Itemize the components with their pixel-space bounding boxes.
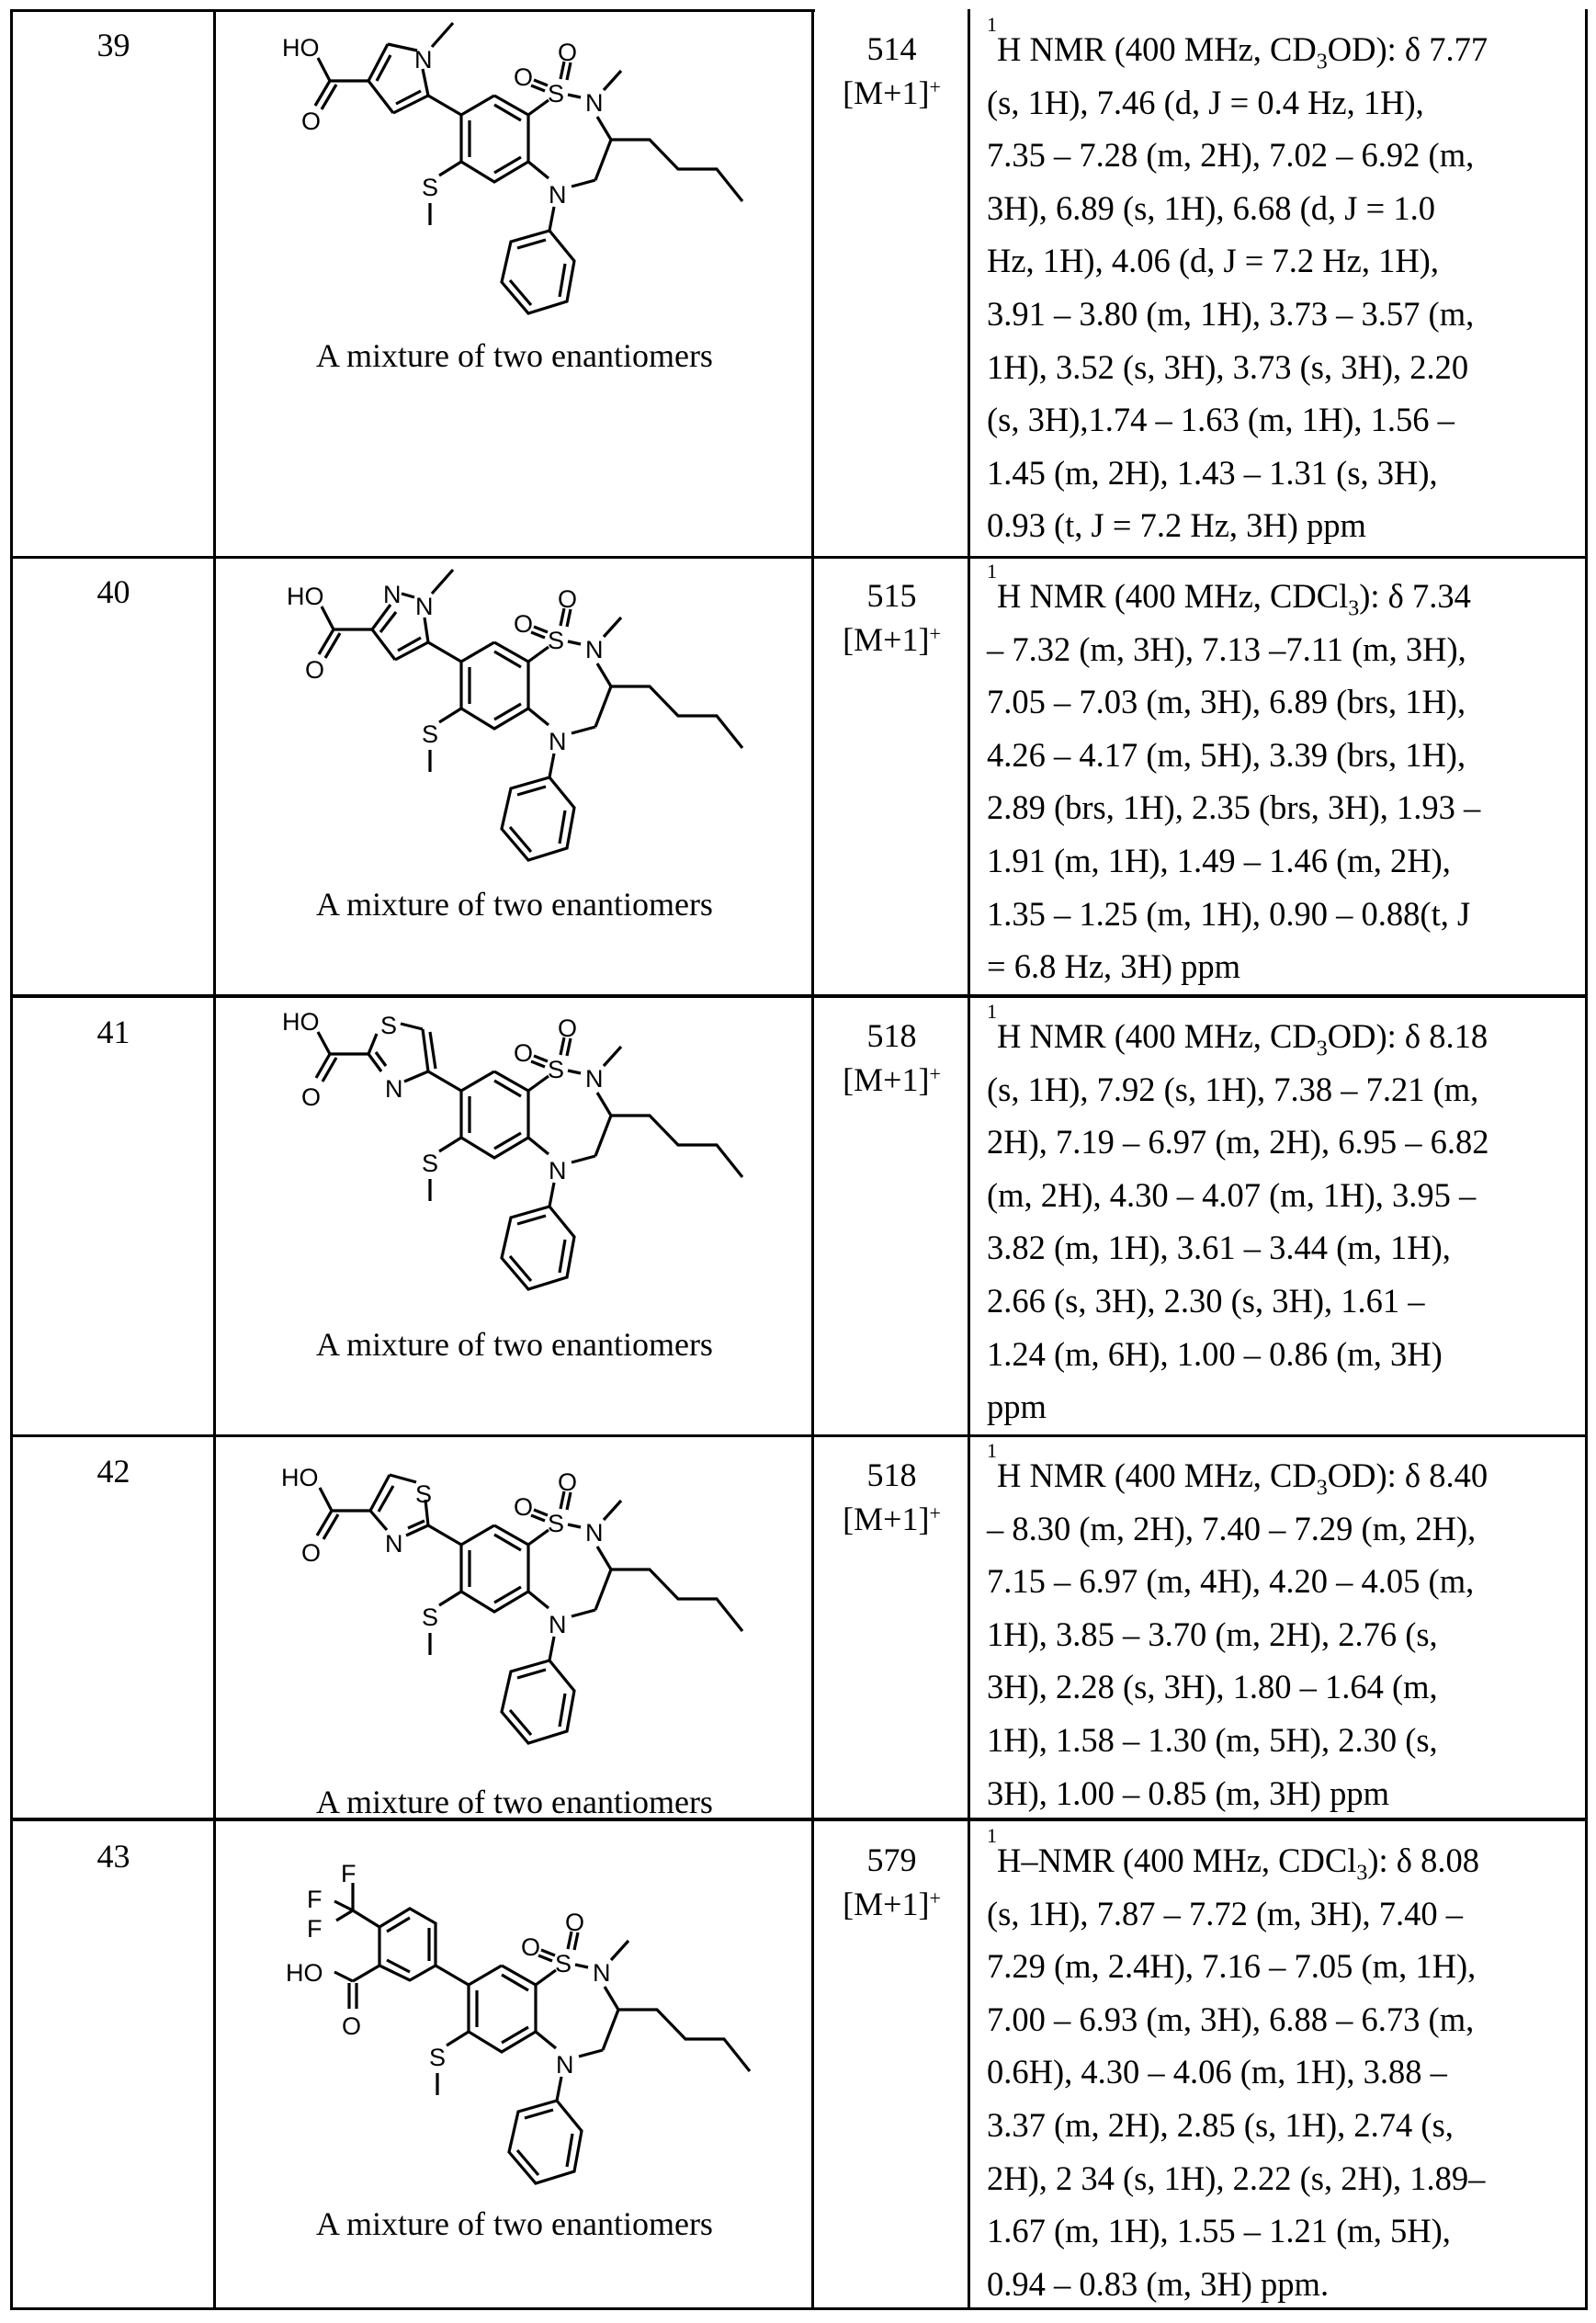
stereo-caption: A mixture of two enantiomers — [316, 337, 713, 374]
nmr-line: 1H), 3.52 (s, 3H), 3.73 (s, 3H), 2.20 — [987, 347, 1469, 386]
thiazole-s-label: S — [415, 1480, 433, 1508]
nmr-line: 2H), 7.19 – 6.97 (m, 2H), 6.95 – 6.82 — [987, 1123, 1489, 1162]
stereo-caption: A mixture of two enantiomers — [316, 886, 713, 923]
isotope-superscript: 1 — [987, 1439, 997, 1462]
nmr-line: 7.15 – 6.97 (m, 4H), 4.20 – 4.05 (m, — [987, 1562, 1475, 1601]
nmr-line: 7.29 (m, 2.4H), 7.16 – 7.05 (m, 1H), — [987, 1947, 1477, 1986]
nmr-line: (s, 1H), 7.46 (d, J = 0.4 Hz, 1H), — [987, 83, 1424, 121]
acid-oh-label: HO — [286, 1959, 323, 1987]
sulfonyl-s-label: S — [548, 80, 565, 108]
isotope-superscript: 1 — [987, 1824, 997, 1847]
solvent-subscript: 3 — [1316, 1037, 1328, 1061]
nmr-line: 3.91 – 3.80 (m, 1H), 3.73 – 3.57 (m, — [987, 294, 1475, 333]
compound-number: 43 — [96, 1838, 130, 1875]
benzothiadiazepine-core — [422, 39, 742, 313]
chemical-structure-cf3-benzoic-acid — [217, 1821, 812, 2226]
stereo-caption: A mixture of two enantiomers — [316, 1326, 713, 1363]
compound-number: 41 — [96, 1014, 130, 1050]
nmr-line: 7.00 – 6.93 (m, 3H), 6.88 – 6.73 (m, — [987, 2000, 1475, 2038]
aniline-n-label: N — [549, 181, 567, 209]
table-row — [0, 1436, 1596, 1819]
thiazole-carboxylic-acid — [281, 1464, 461, 1567]
pyrazole-n1-label: N — [415, 593, 434, 620]
nmr-line: – 8.30 (m, 2H), 7.40 – 7.29 (m, 2H), — [987, 1509, 1477, 1547]
aniline-n-label: N — [549, 1157, 567, 1184]
nmr-line: ppm — [987, 1388, 1047, 1426]
nmr-line: Hz, 1H), 4.06 (d, J = 7.2 Hz, 1H), — [987, 242, 1439, 280]
sulfonyl-o-label: O — [565, 1909, 585, 1936]
sulfonyl-s-label: S — [548, 1510, 565, 1537]
ms-ion: [M+1]+ — [843, 1061, 941, 1098]
thioether-s-label: S — [422, 720, 439, 748]
chemical-structure-thiazole-2-acid — [217, 997, 812, 1365]
pyrrole-n-label: N — [414, 46, 433, 74]
nmr-line: 1.67 (m, 1H), 1.55 – 1.21 (m, 5H), — [987, 2212, 1451, 2250]
ms-value: 515 — [866, 577, 917, 614]
nmr-line: 2.89 (brs, 1H), 2.35 (brs, 3H), 1.93 – — [987, 788, 1481, 827]
isotope-superscript: 1 — [987, 1000, 997, 1023]
ms-value: 514 — [866, 30, 917, 67]
acid-oh-label: HO — [287, 583, 324, 610]
nmr-line: (s, 3H),1.74 – 1.63 (m, 1H), 1.56 – — [987, 401, 1455, 439]
ms-value: 518 — [866, 1456, 917, 1493]
pyrazole-n2-label: N — [383, 581, 402, 608]
nmr-line: 3H), 2.28 (s, 3H), 1.80 – 1.64 (m, — [987, 1668, 1438, 1706]
nmr-line: = 6.8 Hz, 3H) ppm — [987, 947, 1241, 986]
aniline-n-label: N — [549, 728, 567, 755]
pyrrole-carboxylic-acid — [282, 23, 461, 135]
nmr-line: $^1$H NMR (400 MHz, $CD_3OD$): δ 8.18 — [987, 1000, 1488, 1061]
nmr-data-cell — [987, 13, 1584, 552]
mass-spec-cell — [815, 1014, 968, 1102]
nmr-line: 0.6H), 4.30 – 4.06 (m, 1H), 3.88 – — [987, 2053, 1447, 2091]
acid-o-label: O — [305, 656, 325, 684]
thioether-s-label: S — [422, 174, 439, 201]
thiazole-n-label: N — [385, 1530, 403, 1558]
nmr-line: $^1$H–NMR (400 MHz, CDCl$_3$): δ 8.08 — [987, 1824, 1480, 1886]
thiazole-s-label: S — [380, 1012, 398, 1039]
compound-number: 42 — [96, 1453, 130, 1490]
nmr-line: 1.91 (m, 1H), 1.49 – 1.46 (m, 2H), — [987, 841, 1451, 879]
sulfonyl-s-label: S — [548, 1056, 565, 1083]
fluorine-label: F — [307, 1886, 323, 1913]
sulfonamide-n-label: N — [585, 1065, 604, 1093]
acid-oh-label: HO — [281, 1464, 319, 1491]
nmr-line: $^1$H NMR (400 MHz, $CD_3OD$): δ 7.77 — [987, 13, 1488, 74]
table-row — [0, 557, 1596, 995]
sulfonyl-o-label: O — [514, 610, 534, 638]
sulfonyl-o-label: O — [514, 63, 534, 91]
sulfonyl-o-label: O — [558, 39, 578, 66]
acid-o-label: O — [301, 1539, 322, 1567]
nmr-data-cell — [987, 560, 1584, 993]
solvent-subscript: 3 — [1356, 1861, 1368, 1886]
aniline-n-label: N — [556, 2051, 574, 2079]
sulfonamide-n-label: N — [593, 1959, 611, 1987]
nmr-line: (s, 1H), 7.87 – 7.72 (m, 3H), 7.40 – — [987, 1894, 1464, 1932]
nmr-line: 0.93 (t, J = 7.2 Hz, 3H) ppm — [987, 506, 1366, 545]
ms-ion: [M+1]+ — [843, 621, 941, 658]
nmr-line: 0.94 – 0.83 (m, 3H) ppm. — [987, 2264, 1330, 2303]
solvent-subscript: 3 — [1316, 1476, 1328, 1501]
thiazole-n-label: N — [385, 1075, 403, 1103]
acid-o-label: O — [301, 1083, 322, 1111]
mass-spec-cell — [815, 1453, 968, 1541]
ms-ion: [M+1]+ — [843, 1501, 941, 1537]
mass-spec-cell — [815, 27, 968, 115]
chemical-structure-thiazole-4-acid — [217, 1436, 812, 1804]
sulfonamide-n-label: N — [585, 89, 604, 117]
acid-oh-label: HO — [282, 1008, 320, 1036]
table-row — [0, 1821, 1596, 2308]
trifluoromethyl-benzoic-acid — [286, 1860, 469, 2040]
benzothiadiazepine-core — [429, 1909, 750, 2183]
chemical-structure-pyrazole — [217, 557, 812, 924]
sulfonyl-s-label: S — [548, 627, 565, 654]
sulfonamide-n-label: N — [585, 1519, 604, 1547]
nmr-line: $^1$H NMR (400 MHz, CDCl$_3$): δ 7.34 — [987, 560, 1471, 621]
nmr-line: 7.35 – 7.28 (m, 2H), 7.02 – 6.92 (m, — [987, 136, 1475, 175]
nmr-line: $^1$H NMR (400 MHz, $CD_3OD$): δ 8.40 — [987, 1439, 1488, 1501]
solvent-subscript: 3 — [1316, 50, 1328, 74]
nmr-line: 3H), 1.00 – 0.85 (m, 3H) ppm — [987, 1773, 1389, 1812]
nmr-data-cell — [987, 1000, 1584, 1433]
fluorine-label: F — [341, 1860, 357, 1887]
nmr-line: 1H), 1.58 – 1.30 (m, 5H), 2.30 (s, — [987, 1720, 1438, 1759]
benzothiadiazepine-core — [422, 585, 742, 860]
sulfonyl-o-label: O — [558, 1014, 578, 1042]
isotope-superscript: 1 — [987, 560, 997, 583]
thioether-s-label: S — [429, 2044, 447, 2071]
ms-value: 579 — [866, 1841, 917, 1878]
nmr-line: 2H), 2 34 (s, 1H), 2.22 (s, 2H), 1.89– — [987, 2159, 1486, 2197]
nmr-line: 1.24 (m, 6H), 1.00 – 0.86 (m, 3H) — [987, 1334, 1443, 1373]
nmr-line: (s, 1H), 7.92 (s, 1H), 7.38 – 7.21 (m, — [987, 1070, 1479, 1108]
isotope-superscript: 1 — [987, 13, 997, 36]
compound-number: 39 — [96, 27, 130, 63]
nmr-line: 3.37 (m, 2H), 2.85 (s, 1H), 2.74 (s, — [987, 2105, 1454, 2144]
table-row — [0, 10, 1596, 556]
benzothiadiazepine-core — [422, 1468, 742, 1743]
sulfonamide-n-label: N — [585, 636, 604, 663]
fluorine-label: F — [307, 1915, 323, 1943]
nmr-line: 1.45 (m, 2H), 1.43 – 1.31 (s, 3H), — [987, 453, 1438, 492]
acid-oh-label: HO — [282, 34, 320, 62]
thioether-s-label: S — [422, 1603, 439, 1631]
stereo-caption: A mixture of two enantiomers — [316, 1784, 713, 1820]
nmr-line: 1.35 – 1.25 (m, 1H), 0.90 – 0.88(t, J — [987, 894, 1471, 933]
ms-ion: [M+1]+ — [843, 1886, 941, 1922]
thiazole-carboxylic-acid — [282, 1008, 461, 1111]
sulfonyl-o-label: O — [558, 1468, 578, 1496]
ms-ion: [M+1]+ — [843, 74, 941, 111]
mass-spec-cell — [815, 1838, 968, 1926]
thioether-s-label: S — [422, 1150, 439, 1177]
mass-spec-cell — [815, 573, 968, 662]
pyrazole-carboxylic-acid — [287, 570, 461, 684]
sulfonyl-o-label: O — [558, 585, 578, 613]
sulfonyl-o-label: O — [514, 1039, 534, 1067]
acid-o-label: O — [342, 2012, 362, 2040]
nmr-data-cell — [987, 1824, 1584, 2310]
sulfonyl-s-label: S — [555, 1950, 572, 1977]
stereo-caption: A mixture of two enantiomers — [316, 2205, 713, 2242]
nmr-line: 7.05 – 7.03 (m, 3H), 6.89 (brs, 1H), — [987, 683, 1466, 721]
aniline-n-label: N — [549, 1611, 567, 1638]
benzothiadiazepine-core — [422, 1014, 742, 1289]
compound-number: 40 — [96, 573, 130, 610]
nmr-line: 4.26 – 4.17 (m, 5H), 3.39 (brs, 1H), — [987, 735, 1466, 774]
sulfonyl-o-label: O — [521, 1933, 541, 1961]
nmr-line: 2.66 (s, 3H), 2.30 (s, 3H), 1.61 – — [987, 1281, 1425, 1320]
sulfonyl-o-label: O — [514, 1493, 534, 1521]
nmr-line: 3H), 6.89 (s, 1H), 6.68 (d, J = 1.0 — [987, 188, 1435, 227]
acid-o-label: O — [301, 108, 322, 135]
nmr-data-cell — [987, 1439, 1584, 1819]
chemical-structure-pyrrole — [217, 10, 812, 378]
table-row — [0, 997, 1596, 1435]
solvent-subscript: 3 — [1348, 596, 1360, 621]
nmr-line: (m, 2H), 4.30 – 4.07 (m, 1H), 3.95 – — [987, 1175, 1477, 1214]
nmr-line: 3.82 (m, 1H), 3.61 – 3.44 (m, 1H), — [987, 1229, 1451, 1267]
nmr-line: 1H), 3.85 – 3.70 (m, 2H), 2.76 (s, — [987, 1615, 1438, 1653]
ms-value: 518 — [866, 1017, 917, 1054]
nmr-line: – 7.32 (m, 3H), 7.13 –7.11 (m, 3H), — [987, 629, 1466, 668]
